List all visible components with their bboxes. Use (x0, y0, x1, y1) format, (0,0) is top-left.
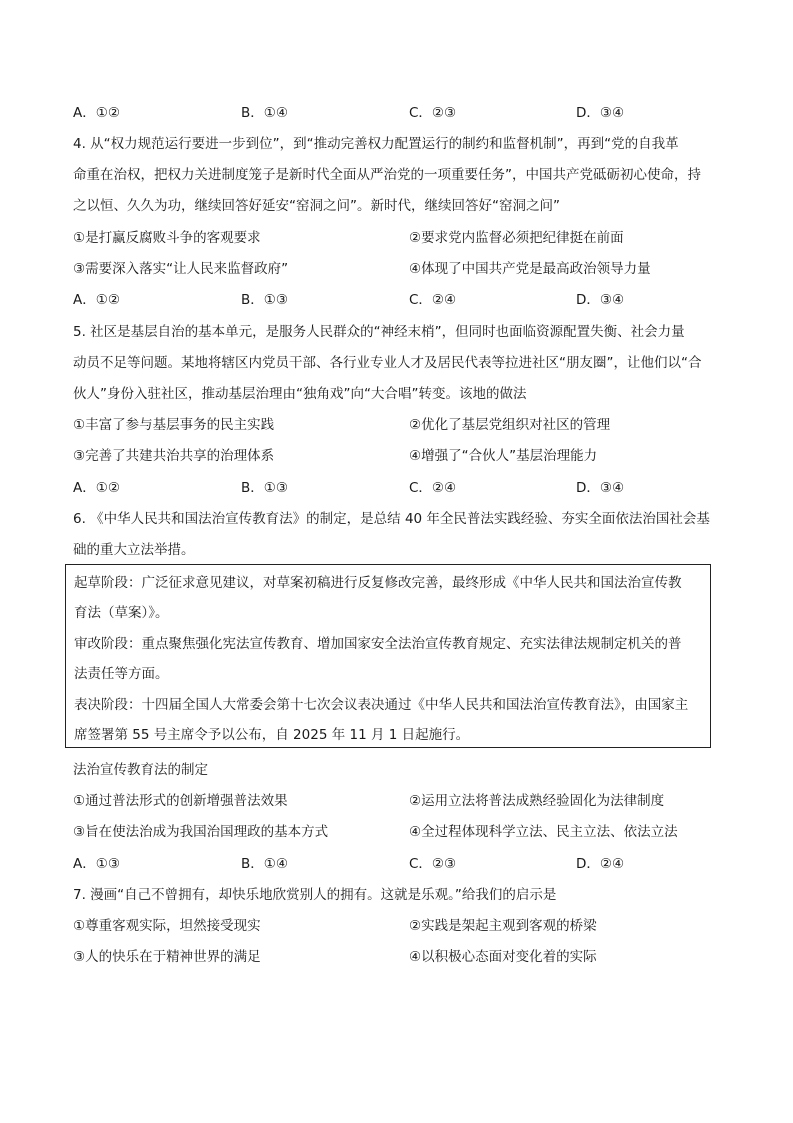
q5-options-row-1 (73, 415, 713, 435)
q6-question: 法治宣传教育法的制定 (73, 762, 208, 778)
q6-box-line-5: 表决阶段：十四届全国人大常委会第十七次会议表决通过《中华人民共和国法治宣传教育法》，由国家主 (74, 697, 689, 713)
q5-option-3: ③完善了共建共治共享的治理体系 (73, 448, 275, 464)
q4-options-row-2 (73, 259, 713, 279)
q6-choices (73, 854, 713, 874)
q4-option-4: ④体现了中国共产党是最高政治领导力量 (409, 261, 651, 277)
q7-stem: 7. 漫画“自己不曾拥有，却快乐地欣赏别人的拥有。这就是乐观。”给我们的启示是 (73, 887, 557, 903)
q5-options-row-2 (73, 446, 713, 466)
q3-choices (73, 103, 713, 123)
q4-stem-line-2: 命重在治权，把权力关进制度笼子是新时代全面从严治党的一项重要任务”，中国共产党砥砺初心使命，持 (73, 167, 701, 183)
q5-choices (73, 478, 713, 498)
q6-choice-a[interactable]: A．①③ (73, 856, 120, 872)
q6-option-4: ④全过程体现科学立法、民主立法、依法立法 (409, 824, 678, 840)
q5-choice-c[interactable]: C．②④ (409, 480, 457, 496)
q6-box-line-1: 起草阶段：广泛征求意见建议，对草案初稿进行反复修改完善，最终形成《中华人民共和国法治宣传教 (74, 575, 682, 591)
q4-choice-d[interactable]: D．③④ (576, 292, 625, 308)
q3-choice-b[interactable]: B．①④ (241, 105, 288, 121)
q6-box-line-3: 审改阶段：重点聚焦强化宪法宣传教育、增加国家安全法治宣传教育规定、充实法律法规制定机关的普 (74, 636, 682, 652)
q6-box-line-4: 法责任等方面。 (74, 666, 169, 682)
q4-option-3: ③需要深入落实“让人民来监督政府” (73, 261, 289, 277)
q5-option-4: ④增强了“合伙人”基层治理能力 (409, 448, 598, 464)
q3-choice-d[interactable]: D．③④ (576, 105, 625, 121)
q6-stem-line-1: 6. 《中华人民共和国法治宣传教育法》的制定，是总结 40 年全民普法实践经验、夯实全面依法治国社会基 (73, 511, 710, 527)
q4-option-1: ①是打赢反腐败斗争的客观要求 (73, 230, 261, 246)
q4-choice-c[interactable]: C．②④ (409, 292, 457, 308)
q7-option-2: ②实践是架起主观到客观的桥梁 (409, 918, 597, 934)
q4-choice-b[interactable]: B．①③ (241, 292, 288, 308)
q6-option-3: ③旨在使法治成为我国治国理政的基本方式 (73, 824, 329, 840)
q5-stem-line-1: 5. 社区是基层自治的基本单元，是服务人民群众的“神经末梢”，但同时也面临资源配置失衡、社会力量 (73, 324, 685, 340)
q7-option-4: ④以积极心态面对变化着的实际 (409, 949, 597, 965)
q6-option-1: ①通过普法形式的创新增强普法效果 (73, 793, 288, 809)
q6-box-line-2: 育法（草案）》。 (74, 605, 169, 621)
q4-choice-a[interactable]: A．①② (73, 292, 120, 308)
q7-option-3: ③人的快乐在于精神世界的满足 (73, 949, 261, 965)
q6-option-2: ②运用立法将普法成熟经验固化为法律制度 (409, 793, 665, 809)
q6-choice-d[interactable]: D．②④ (576, 856, 625, 872)
q4-choices (73, 290, 713, 310)
q5-choice-d[interactable]: D．③④ (576, 480, 625, 496)
q4-stem-line-1: 4. 从“权力规范运行要进一步到位”，到“推动完善权力配置运行的制约和监督机制”，再到“党的自我革 (73, 136, 679, 152)
q4-stem-line-3: 之以恒、久久为功，继续回答好延安“窑洞之问”。新时代，继续回答好“窑洞之问” (73, 198, 560, 214)
q5-choice-b[interactable]: B．①③ (241, 480, 288, 496)
q6-choice-b[interactable]: B．①④ (241, 856, 288, 872)
q4-option-2: ②要求党内监督必须把纪律挺在前面 (409, 230, 624, 246)
q6-options-row-2 (73, 822, 713, 842)
q4-options-row-1 (73, 228, 713, 248)
q5-option-1: ①丰富了参与基层事务的民主实践 (73, 417, 275, 433)
q3-choice-c[interactable]: C．②③ (409, 105, 457, 121)
q7-option-1: ①尊重客观实际，坦然接受现实 (73, 918, 261, 934)
q5-choice-a[interactable]: A．①② (73, 480, 120, 496)
q7-options-row-2 (73, 947, 713, 967)
q5-stem-line-3: 伙人”身份入驻社区，推动基层治理由“独角戏”向“大合唱”转变。该地的做法 (73, 386, 527, 402)
q6-options-row-1 (73, 791, 713, 811)
q6-stem-line-2: 础的重大立法举措。 (73, 542, 195, 558)
q6-choice-c[interactable]: C．②③ (409, 856, 457, 872)
q3-choice-a[interactable]: A．①② (73, 105, 120, 121)
q6-material-box (65, 564, 711, 748)
q5-stem-line-2: 动员不足等问题。某地将辖区内党员干部、各行业专业人才及居民代表等拉进社区“朋友圈”，让他们以“合 (73, 355, 702, 371)
q7-options-row-1 (73, 916, 713, 936)
q6-box-line-6: 席签署第 55 号主席令予以公布，自 2025 年 11 月 1 日起施行。 (74, 727, 470, 743)
q5-option-2: ②优化了基层党组织对社区的管理 (409, 417, 611, 433)
